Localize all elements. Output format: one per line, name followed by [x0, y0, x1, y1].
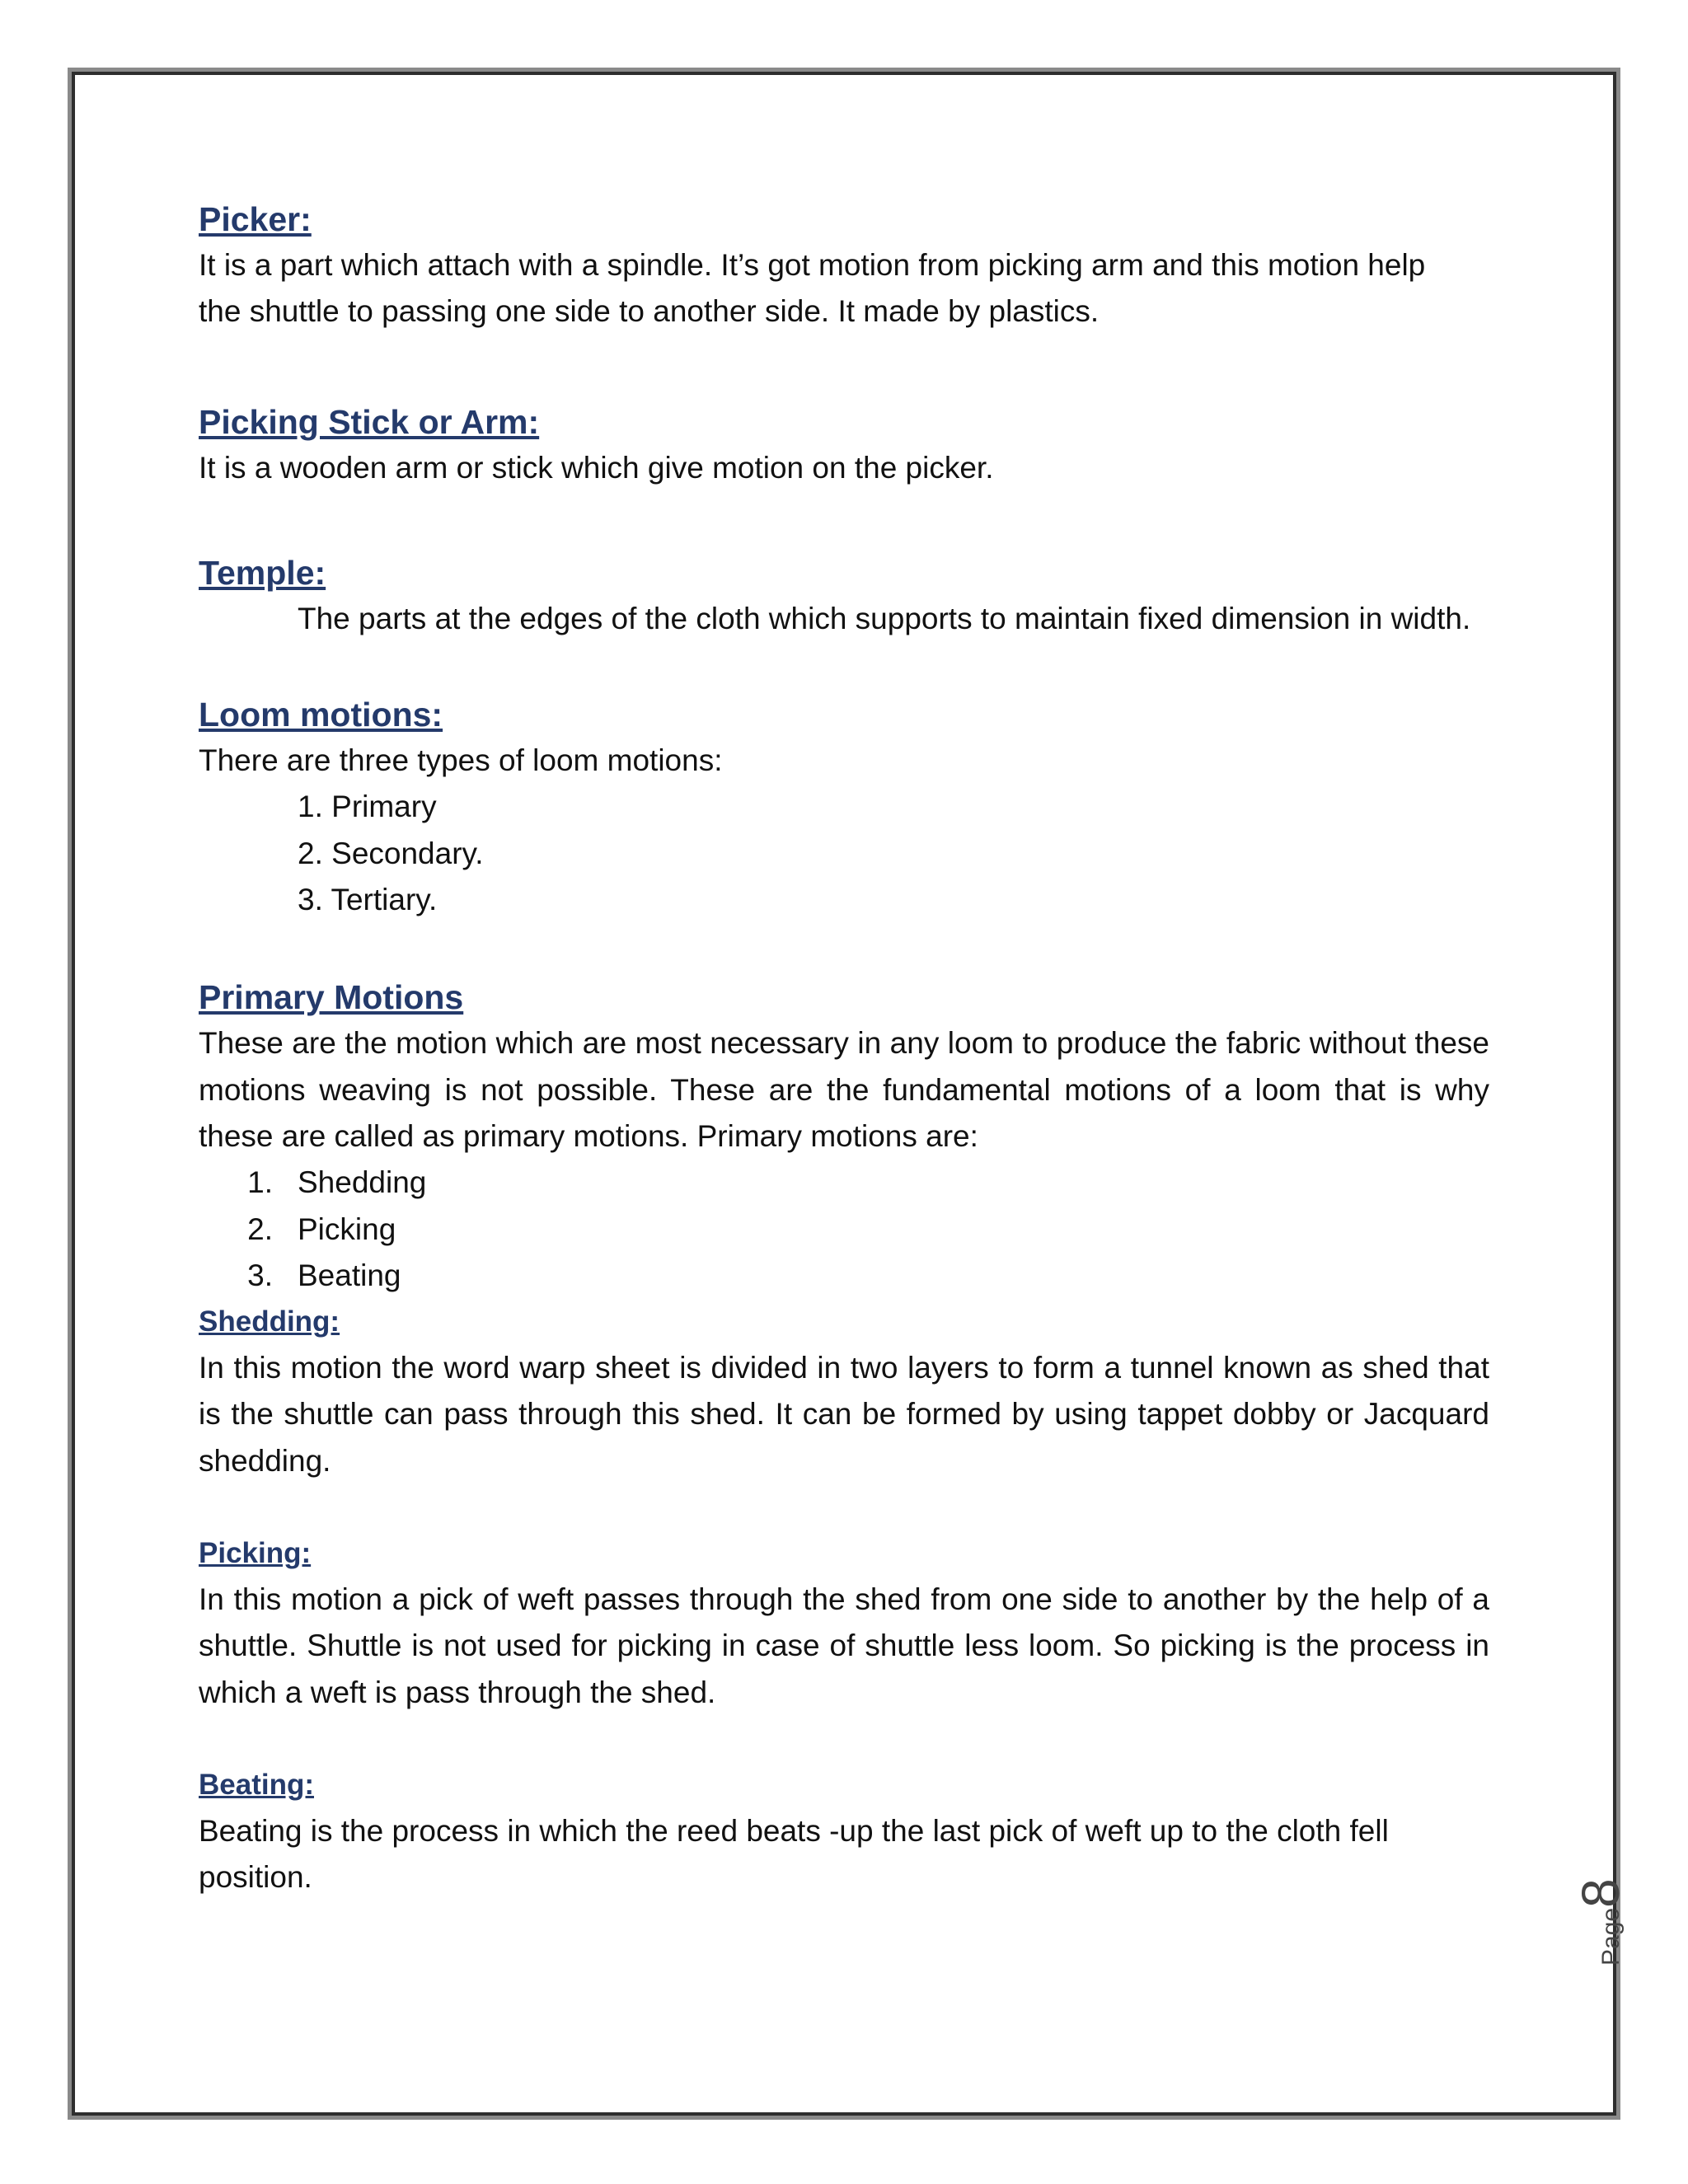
section-loom-motions — [199, 691, 1489, 923]
heading-picking-stick: Picking Stick or Arm: — [199, 402, 540, 441]
section-shedding — [199, 1299, 1489, 1484]
section-beating — [199, 1762, 1489, 1901]
list-label: Picking — [298, 1212, 396, 1246]
page-label: Page — [1597, 1907, 1625, 1966]
heading-beating: Beating: — [199, 1768, 314, 1801]
section-temple — [199, 550, 1489, 642]
section-picking-stick — [199, 399, 1489, 491]
list-label: Beating — [298, 1258, 401, 1292]
primary-motions-text: These are the motion which are most necessary in any loom to produce the fabric without these motions weaving is not possible. These are the fundamental motions of a loom that is why these are called as primary motions. Primary motions are: — [199, 1026, 1489, 1153]
list-item: 2. Secondary. — [298, 836, 484, 870]
list-item — [199, 1253, 1489, 1299]
section-picking — [199, 1530, 1489, 1716]
list-number: 1. — [247, 1165, 273, 1200]
list-label: Shedding — [298, 1165, 427, 1200]
picking-text: In this motion a pick of weft passes through the shed from one side to another by the help of a shuttle. Shuttle is not used for picking in case of shuttle less loom. So picking is the process in which a weft is pass through the shed. — [199, 1582, 1489, 1709]
document-body — [199, 196, 1489, 1901]
page-number: 8 — [1571, 1878, 1630, 1908]
primary-motions-list — [199, 1160, 1489, 1299]
section-primary-motions — [199, 974, 1489, 1299]
shedding-text: In this motion the word warp sheet is divided in two layers to form a tunnel known as shed that is the shuttle can pass through this shed. It can be formed by using tappet dobby or Jacquard shedding. — [199, 1351, 1489, 1478]
heading-loom-motions: Loom motions: — [199, 696, 443, 734]
heading-primary-motions: Primary Motions — [199, 978, 464, 1017]
list-item — [199, 1160, 1489, 1206]
picker-line-2: the shuttle to passing one side to another side. It made by plastics. — [199, 294, 1100, 329]
list-number: 3. — [247, 1258, 273, 1292]
heading-shedding: Shedding: — [199, 1305, 340, 1338]
list-item: 3. Tertiary. — [298, 883, 438, 917]
temple-text: The parts at the edges of the cloth which supports to maintain fixed dimension in width. — [298, 601, 1471, 635]
list-number: 2. — [247, 1212, 273, 1246]
loom-motions-list — [199, 784, 1489, 923]
page-number-footer — [1570, 1878, 1631, 1966]
list-item — [199, 1207, 1489, 1253]
heading-temple: Temple: — [199, 553, 326, 592]
heading-picking: Picking: — [199, 1537, 312, 1570]
section-picker — [199, 196, 1489, 335]
picker-line-1: It is a part which attach with a spindle. It’s got motion from picking arm and this motion help — [199, 248, 1426, 282]
picking-stick-text: It is a wooden arm or stick which give motion on the picker. — [199, 450, 994, 485]
loom-motions-intro: There are three types of loom motions: — [199, 743, 723, 778]
beating-text: Beating is the process in which the reed beats -up the last pick of weft up to the cloth fell position. — [199, 1813, 1389, 1895]
list-item: 1. Primary — [298, 790, 437, 824]
heading-picker: Picker: — [199, 200, 312, 238]
